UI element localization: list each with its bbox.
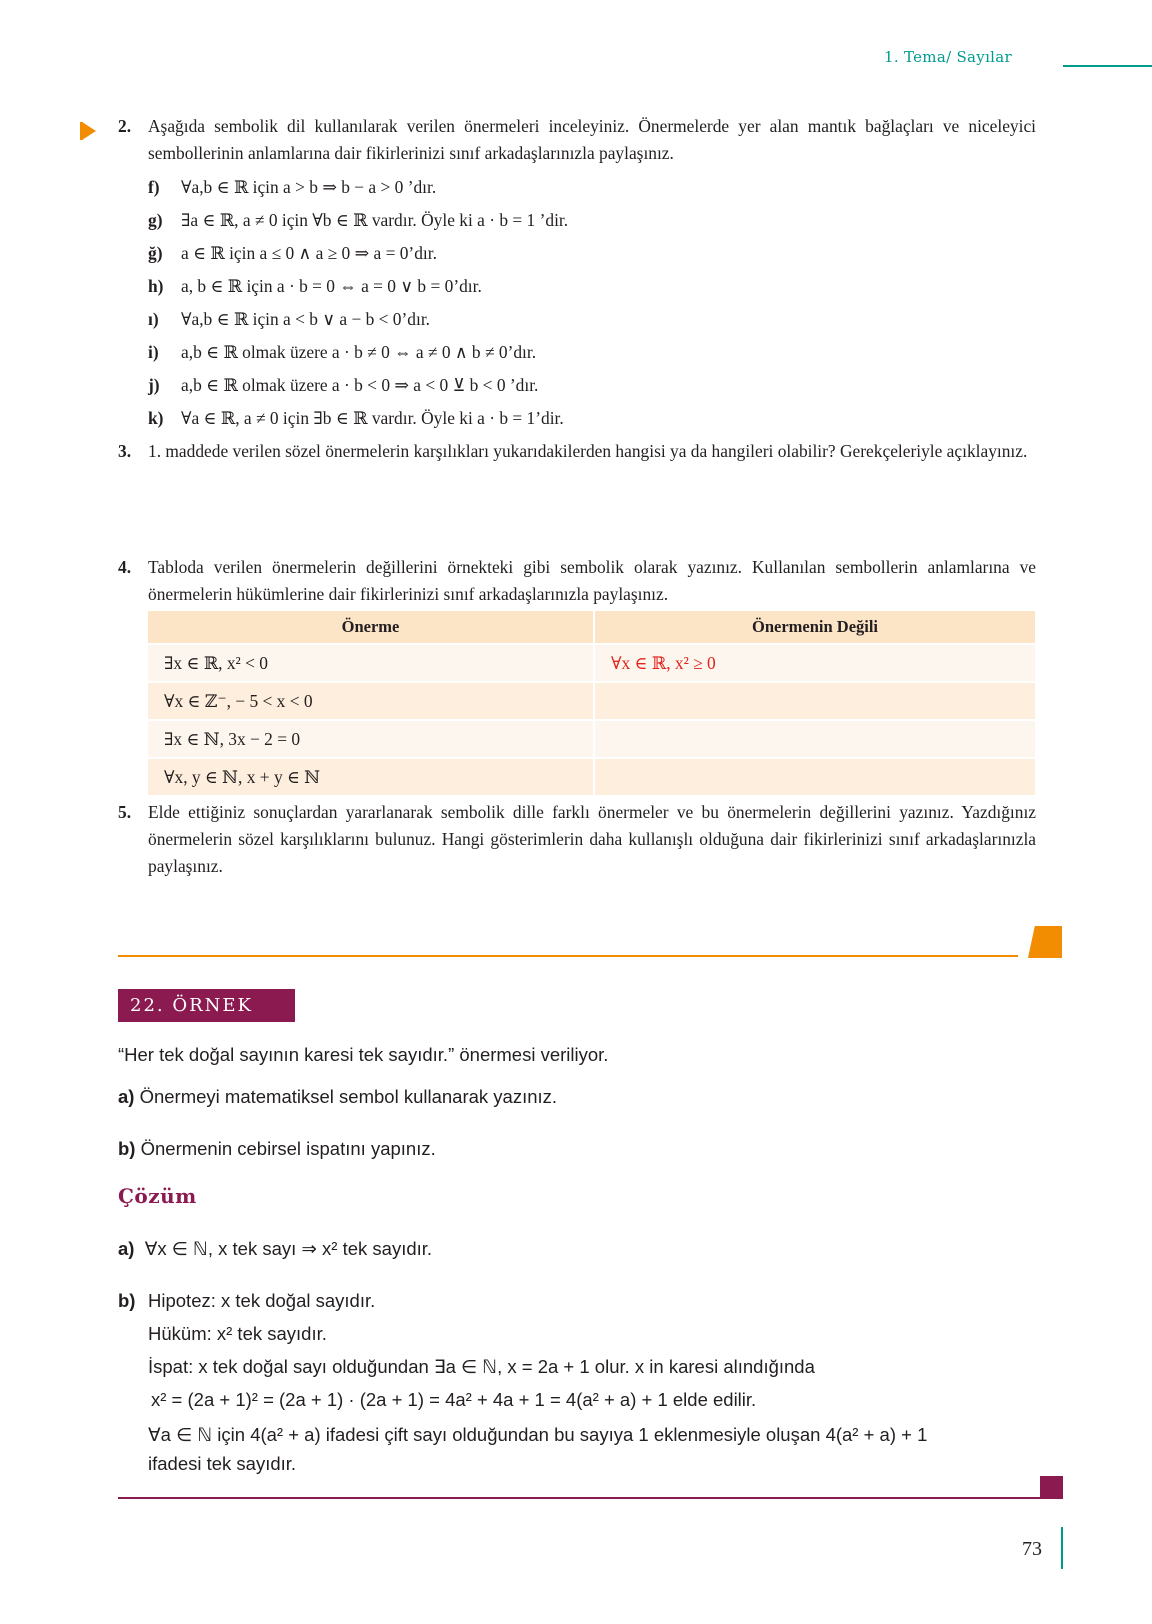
- statement-label: h): [148, 276, 164, 296]
- table-cell: ∀x ∈ ℤ⁻, − 5 < x < 0: [148, 682, 594, 720]
- column-header: Önermenin Değili: [594, 611, 1036, 644]
- proof-equation: x² = (2a + 1)² = (2a + 1) · (2a + 1) = 4a² + 4a + 1 = 4(a² + a) + 1 elde edilir.: [151, 1389, 757, 1410]
- table-cell-answer: ∀x ∈ ℝ, x² ≥ 0: [594, 644, 1036, 682]
- question-text: 1. maddede verilen sözel önermelerin karşılıkları yukarıdakilerden hangisi ya da hangileri olabilir? Gerekçeleriyle açıklayınız.: [148, 441, 1028, 461]
- question-4: [118, 554, 1036, 608]
- example-part-b: [118, 1138, 436, 1160]
- part-text: Önermenin cebirsel ispatını yapınız.: [140, 1138, 436, 1159]
- question-number: 3.: [118, 441, 132, 461]
- proof-line: ∀a ∈ ℕ için 4(a² + a) ifadesi çift sayı olduğundan bu sayıya 1 eklenmesiyle oluşan 4(a² + a) + 1: [148, 1424, 928, 1445]
- table-row: [148, 644, 1036, 682]
- page-number: 73: [1022, 1538, 1042, 1560]
- table-header-row: [148, 611, 1036, 644]
- statement-label: ı): [148, 309, 159, 329]
- statement-text: ∀a,b ∈ ℝ için a > b ⇒ b − a > 0 ’dır.: [181, 177, 437, 197]
- conclusion-line: Hüküm: x² tek sayıdır.: [148, 1323, 327, 1344]
- statements-table: [148, 611, 1037, 795]
- proof-line: İspat: x tek doğal sayı olduğundan ∃a ∈ ℕ, x = 2a + 1 olur. x in karesi alındığında: [148, 1356, 815, 1377]
- column-header: Önerme: [148, 611, 594, 644]
- solution-part-b-label: [118, 1290, 135, 1312]
- table-cell: ∃x ∈ ℝ, x² < 0: [148, 644, 594, 682]
- section-divider: [118, 955, 1018, 957]
- play-arrow-icon: [82, 122, 96, 140]
- statement-label: j): [148, 375, 160, 395]
- statement-label: i): [148, 342, 159, 362]
- example-part-a: [118, 1086, 557, 1108]
- example-badge: 22. ÖRNEK: [118, 989, 295, 1022]
- statement-label: f): [148, 177, 160, 197]
- part-text: Önermeyi matematiksel sembol kullanarak yazınız.: [139, 1086, 558, 1107]
- statement-text: a, b ∈ ℝ için a · b = 0 ⇔ a = 0 ∨ b = 0’dır.: [181, 276, 482, 296]
- table-row: [148, 758, 1036, 795]
- header-rule: [1063, 65, 1152, 67]
- table-cell-answer: [594, 720, 1036, 758]
- chapter-header: 1. Tema/ Sayılar: [884, 48, 1012, 66]
- section-divider-tab: [1028, 926, 1062, 958]
- table-cell-answer: [594, 758, 1036, 795]
- question-text: Aşağıda sembolik dil kullanılarak verilen önermeleri inceleyiniz. Önermelerde yer alan mantık bağlaçları ve niceleyici sembollerinin anlamlarına dair fikirlerinizi sınıf arkadaşlarınızla paylaşınız.: [148, 116, 1036, 163]
- statement-j: [148, 373, 538, 397]
- statement-f: [148, 175, 436, 199]
- example-statement: “Her tek doğal sayının karesi tek sayıdır.” önermesi veriliyor.: [118, 1044, 609, 1065]
- question-number: 4.: [118, 557, 132, 577]
- statement-h: [148, 274, 482, 298]
- part-label: a): [118, 1238, 135, 1259]
- part-text: ∀x ∈ ℕ, x tek sayı ⇒ x² tek sayıdır.: [144, 1238, 433, 1259]
- statement-i: [148, 340, 536, 364]
- statement-label: k): [148, 408, 164, 428]
- part-label: b): [118, 1138, 136, 1159]
- example-end-divider: [118, 1497, 1040, 1499]
- solution-part-a: [118, 1238, 432, 1260]
- statement-dotless-i: [148, 307, 430, 331]
- solution-title: Çözüm: [118, 1184, 197, 1208]
- question-number: 5.: [118, 802, 132, 822]
- statement-text: a,b ∈ ℝ olmak üzere a · b < 0 ⇒ a < 0 ⊻ b < 0 ’dır.: [181, 375, 539, 395]
- table-cell: ∃x ∈ ℕ, 3x − 2 = 0: [148, 720, 594, 758]
- statement-text: a ∈ ℝ için a ≤ 0 ∧ a ≥ 0 ⇒ a = 0’dır.: [181, 243, 437, 263]
- table-cell-answer: [594, 682, 1036, 720]
- question-3: [118, 438, 1036, 492]
- table-cell: ∀x, y ∈ ℕ, x + y ∈ ℕ: [148, 758, 594, 795]
- table-row: [148, 682, 1036, 720]
- example-end-marker: [1040, 1476, 1063, 1499]
- proof-line: ifadesi tek sayıdır.: [148, 1453, 297, 1474]
- statement-g: [148, 208, 568, 232]
- statement-g-breve: [148, 241, 437, 265]
- question-2: [118, 113, 1036, 167]
- question-number: 2.: [118, 116, 132, 136]
- table-row: [148, 720, 1036, 758]
- statement-text: ∃a ∈ ℝ, a ≠ 0 için ∀b ∈ ℝ vardır. Öyle ki a · b = 1 ’dir.: [181, 210, 569, 230]
- question-5: [118, 799, 1036, 883]
- statement-text: ∀a,b ∈ ℝ için a < b ∨ a − b < 0’dır.: [181, 309, 431, 329]
- statement-label: ğ): [148, 243, 163, 263]
- statement-text: a,b ∈ ℝ olmak üzere a · b ≠ 0 ⇔ a ≠ 0 ∧ b ≠ 0’dır.: [181, 342, 537, 362]
- part-label: b): [118, 1290, 136, 1311]
- question-text: Tabloda verilen önermelerin değillerini örnekteki gibi sembolik olarak yazınız. Kullanılan sembollerin anlamlarına ve önermelerin hükümlerine dair fikirlerinizi sınıf arkadaşlarınızla paylaşınız.: [148, 557, 1036, 604]
- statement-label: g): [148, 210, 163, 230]
- question-text: Elde ettiğiniz sonuçlardan yararlanarak sembolik dille farklı önermeler ve bu önermelerin değillerini yazınız. Yazdığınız önermelerin sözel karşılıklarını bulunuz. Hangi gösterimlerin daha kullanışlı olduğuna dair fikirlerinizi sınıf arkadaşlarınızla paylaşınız.: [148, 802, 1036, 876]
- part-label: a): [118, 1086, 135, 1107]
- statement-k: [148, 406, 564, 430]
- page-number-rule: [1061, 1527, 1063, 1569]
- hypothesis-line: Hipotez: x tek doğal sayıdır.: [148, 1290, 376, 1311]
- statement-text: ∀a ∈ ℝ, a ≠ 0 için ∃b ∈ ℝ vardır. Öyle ki a · b = 1’dir.: [181, 408, 564, 428]
